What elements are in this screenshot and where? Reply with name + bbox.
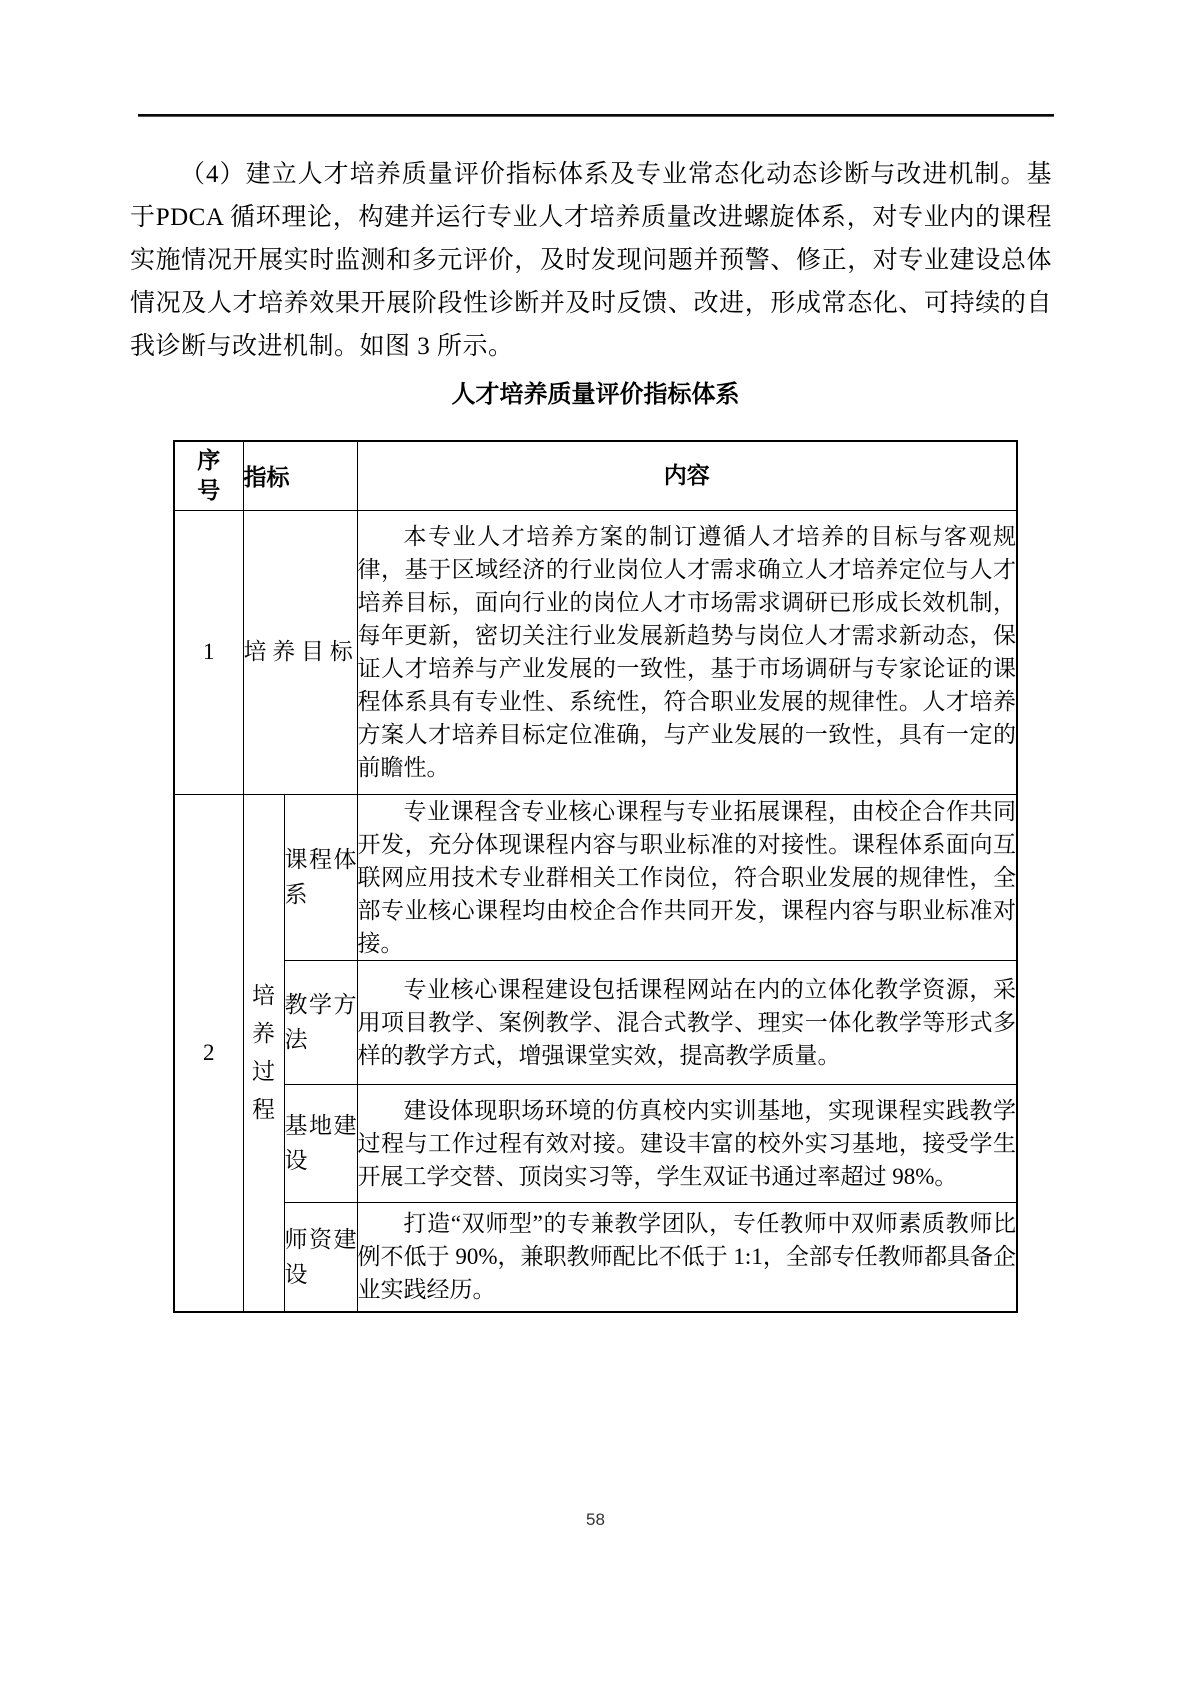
subrow-faculty-content-cell: 打造“双师型”的专兼教学团队，专任教师中双师素质教师比例不低于 90%，兼职教师配比不低于 1:1，全部专任教师都具备企业实践经历。 [357, 1202, 1017, 1312]
row2-index-cell: 2 [174, 794, 243, 1312]
subrow-base-label-cell: 基地建设 [284, 1084, 357, 1202]
table-title: 人才培养质量评价指标体系 [451, 382, 740, 408]
table-header-row [174, 441, 1017, 510]
table-row-faculty-construction [174, 1202, 1017, 1312]
row1-content-cell: 本专业人才培养方案的制订遵循人才培养的目标与客观规律，基于区域经济的行业岗位人才需求确立人才培养定位与人才培养目标，面向行业的岗位人才市场需求调研已形成长效机制，每年更新，密切关注行业发展新趋势与岗位人才需求新动态，保证人才培养与产业发展的一致性，基于市场调研与专家论证的课程体系具有专业性、系统性，符合职业发展的规律性。人才培养方案人才培养目标定位准确，与产业发展的一致性，具有一定的前瞻性。 [357, 510, 1017, 794]
header-index-label: 序号 [197, 447, 221, 503]
header-content-label: 内容 [663, 462, 710, 488]
subrow-teaching-content-cell: 专业核心课程建设包括课程网站在内的立体化教学资源，采用项目教学、案例教学、混合式教学、理实一体化教学等形式多样的教学方式，增强课堂实效，提高教学质量。 [357, 960, 1017, 1084]
table-row-training-objectives [174, 510, 1017, 794]
row2-indicator-group-label: 培养过程 [252, 982, 275, 1122]
header-cell-content [357, 441, 1017, 510]
row1-indicator-cell: 培 养 目 标 [243, 510, 357, 794]
subrow-base-content-cell: 建设体现职场环境的仿真校内实训基地，实现课程实践教学过程与工作过程有效对接。建设丰富的校外实习基地，接受学生开展工学交替、顶岗实习等，学生双证书通过率超过 98%。 [357, 1084, 1017, 1202]
subrow-faculty-label-cell: 师资建设 [284, 1202, 357, 1312]
page-header-rule [138, 114, 1054, 117]
subrow-curriculum-content-cell: 专业课程含专业核心课程与专业拓展课程，由校企合作共同开发，充分体现课程内容与职业标准的对接性。课程体系面向互联网应用技术专业群相关工作岗位，符合职业发展的规律性，全部专业核心课程均由校企合作共同开发，课程内容与职业标准对接。 [357, 794, 1017, 960]
evaluation-indicator-table [173, 440, 1018, 1313]
header-cell-index [174, 441, 243, 510]
row2-indicator-group-cell [243, 794, 284, 1312]
subrow-teaching-label-cell: 教学方法 [284, 960, 357, 1084]
table-row-base-construction [174, 1084, 1017, 1202]
header-cell-indicator [243, 441, 357, 510]
intro-paragraph: （4）建立人才培养质量评价指标体系及专业常态化动态诊断与改进机制。基于PDCA 循环理论，构建并运行专业人才培养质量改进螺旋体系，对专业内的课程实施情况开展实时监测和多元评价，及时发现问题并预警、修正，对专业建设总体情况及人才培养效果开展阶段性诊断并及时反馈、改进，形成常态化、可持续的自我诊断与改进机制。如图 3 所示。 [130, 161, 1052, 360]
subrow-curriculum-label-cell: 课程体系 [284, 794, 357, 960]
table-row-curriculum-system [174, 794, 1017, 960]
table-row-teaching-methods [174, 960, 1017, 1084]
row1-index-cell: 1 [174, 510, 243, 794]
header-indicator-label: 指标 [243, 465, 290, 491]
page-number: 58 [586, 1510, 605, 1529]
